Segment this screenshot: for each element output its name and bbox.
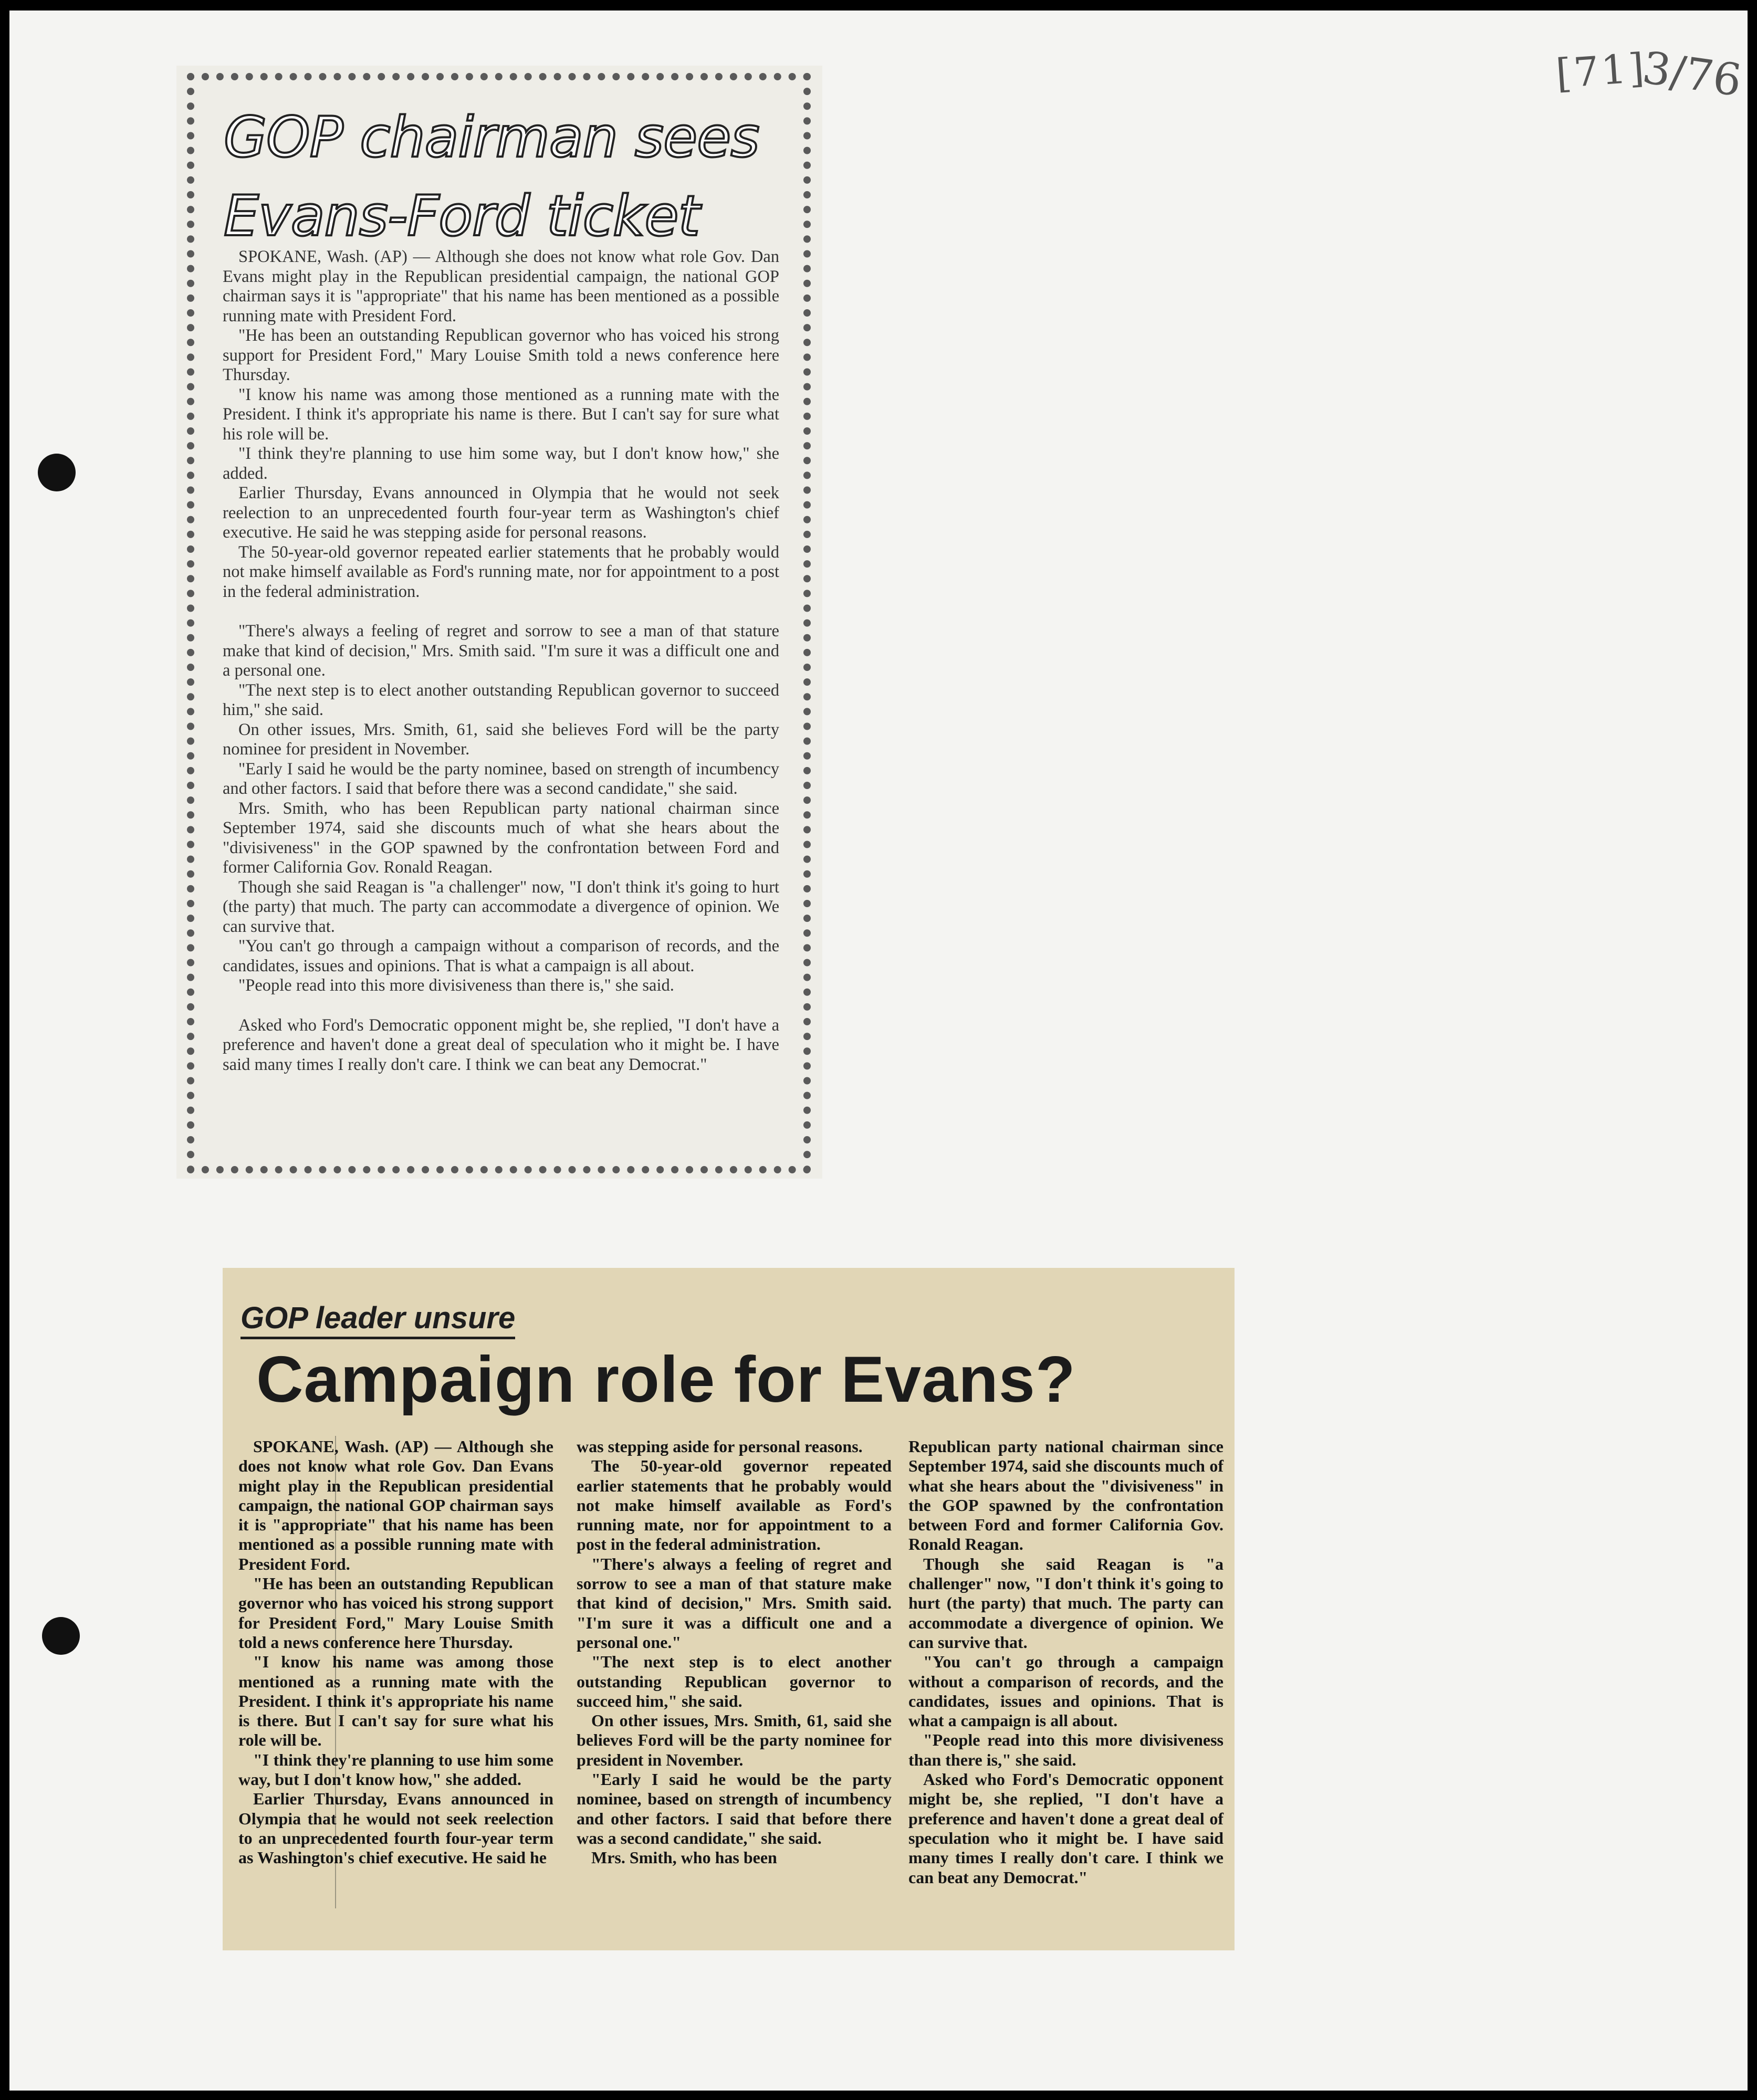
paragraph: "He has been an outstanding Republican governor who has voiced his strong support for President Ford," Mary Louise Smith told a news conference here Thursday. [238,1574,553,1652]
clipping2-column-2 [577,1437,892,1868]
paragraph: "There's always a feeling of regret and sorrow to see a man of that stature make that kind of decision," Mrs. Smith said. "I'm sure it was a difficult one and a personal one." [577,1554,892,1652]
paragraph: "You can't go through a campaign without a comparison of records, and the candidates, issues and opinions. That is what a campaign is all about. [223,937,779,975]
paragraph: was stepping aside for personal reasons. [577,1437,863,1456]
clipping2-column-1 [238,1437,553,1868]
clipping1-headline-line2: Evans-Ford ticket [224,184,700,248]
paragraph: "Early I said he would be the party nominee, based on strength of incumbency and other factors. I said that before there was a second candidate," she said. [223,759,779,798]
clipping-campaign-role [223,1268,1235,1950]
clipping-gop-chairman [176,66,822,1179]
paragraph: On other issues, Mrs. Smith, 61, said she believes Ford will be the party nominee for president in November. [223,720,779,759]
clipping1-body [223,247,779,1075]
paragraph: Earlier Thursday, Evans announced in Olympia that he would not seek reelection to an unprecedented fourth four-year term as Washington's chief executive. He said he was stepping aside for personal reasons. [223,484,779,542]
paragraph: The 50-year-old governor repeated earlier statements that he probably would not make himself available as Ford's running mate, nor for appointment to a post in the federal administration. [577,1456,892,1554]
paragraph: "I know his name was among those mentioned as a running mate with the President. I think it's appropriate his name is there. But I can't say for sure what his role will be. [223,385,779,444]
paragraph: "The next step is to elect another outstanding Republican governor to succeed him," she said. [577,1652,892,1710]
paragraph: Mrs. Smith, who has been Republican party national chairman since September 1974, said she discounts much of what she hears about the "divisiveness" in the GOP spawned by the confrontation between Ford and former California Gov. Ronald Reagan. [223,799,779,877]
paragraph: "I think they're planning to use him some way, but I don't know how," she added. [238,1750,553,1789]
clipping1-headline [224,98,759,256]
paragraph: "There's always a feeling of regret and sorrow to see a man of that stature make that kind of decision," Mrs. Smith said. "I'm sure it was a difficult one and a personal one. [223,622,779,680]
paragraph: On other issues, Mrs. Smith, 61, said she believes Ford will be the party nominee for president in November. [577,1711,892,1769]
clipping1-headline-line1: GOP chairman sees [224,105,759,170]
paragraph: "People read into this more divisiveness than there is," she said. [908,1730,1223,1769]
paragraph: "He has been an outstanding Republican governor who has voiced his strong support for President Ford," Mary Louise Smith told a news conference here Thursday. [223,326,779,384]
clipping2-headline: Campaign role for Evans? [256,1343,1076,1416]
paragraph: "I think they're planning to use him some way, but I don't know how," she added. [223,444,779,483]
paragraph: SPOKANE, Wash. (AP) — Although she does not know what role Gov. Dan Evans might play in the Republican presidential campaign, the national GOP chairman says it is "appropriate" that his name has been mentioned as a possible running mate with President Ford. [238,1437,553,1573]
scrapbook-page [9,10,1748,2091]
paragraph: Asked who Ford's Democratic opponent might be, she replied, "I don't have a preference and haven't done a great deal of speculation who it might be. I have said many times I really don't care. I think we can beat any Democrat." [223,1015,779,1074]
handwritten-folio-number: [71] [1554,44,1648,97]
clipping2-column-3 [908,1437,1223,1887]
handwritten-date: 3/76 [1639,41,1745,107]
paragraph: "People read into this more divisiveness than there is," she said. [238,976,674,995]
clipping2-kicker: GOP leader unsure [240,1300,515,1339]
paragraph: SPOKANE, Wash. (AP) — Although she does not know what role Gov. Dan Evans might play in the Republican presidential campaign, the national GOP chairman says it is "appropriate" that his name has been mentioned as a possible running mate with President Ford. [223,247,779,326]
paragraph: Republican party national chairman since September 1974, said she discounts much of what she hears about the "divisiveness" in the GOP spawned by the confrontation between Ford and former California Gov. Ronald Reagan. [908,1437,1223,1554]
binder-hole-bottom [42,1617,80,1655]
paragraph: The 50-year-old governor repeated earlier statements that he probably would not make himself available as Ford's running mate, nor for appointment to a post in the federal administration. [223,542,779,601]
paragraph: "I know his name was among those mentioned as a running mate with the President. I think it's appropriate his name is there. But I can't say for sure what his role will be. [238,1652,553,1750]
paragraph: Asked who Ford's Democratic opponent might be, she replied, "I don't have a preference and haven't done a great deal of speculation who it might be. I have said many times I really don't care. I think we can beat any Democrat." [908,1770,1223,1887]
paragraph: Though she said Reagan is "a challenger" now, "I don't think it's going to hurt (the party) that much. The party can accommodate a divergence of opinion. We can survive that. [908,1554,1223,1652]
paragraph: "The next step is to elect another outstanding Republican governor to succeed him," she said. [223,680,779,719]
paragraph: Though she said Reagan is "a challenger" now, "I don't think it's going to hurt (the party) that much. The party can accommodate a divergence of opinion. We can survive that. [223,877,779,936]
binder-hole-top [38,454,76,491]
paragraph: "Early I said he would be the party nominee, based on strength of incumbency and other factors. I said that before there was a second candidate," she said. [577,1770,892,1847]
paragraph: Mrs. Smith, who has been [591,1848,777,1867]
paragraph: "You can't go through a campaign without a comparison of records, and the candidates, issues and opinions. That is what a campaign is all about. [908,1652,1223,1730]
paragraph: Earlier Thursday, Evans announced in Olympia that he would not seek reelection to an unprecedented fourth four-year term as Washington's chief executive. He said he [238,1789,553,1867]
